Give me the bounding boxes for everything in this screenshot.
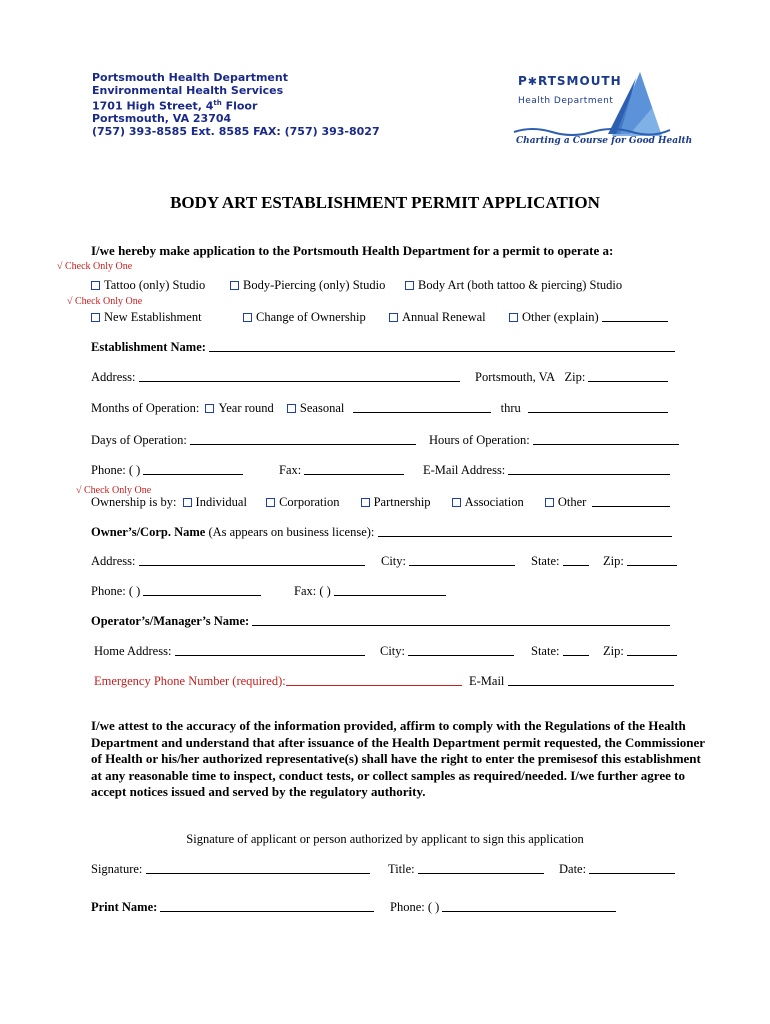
signature-date-row: Date: [559,862,675,877]
checkbox-icon[interactable] [183,498,192,507]
establishment-name-row: Establishment Name: [91,340,675,355]
other-explain-field[interactable] [602,310,668,322]
intro-text: I/we hereby make application to the Portsmouth Health Department for a permit to operate a: [91,243,614,258]
emergency-phone-row: Emergency Phone Number (required): [94,674,462,689]
check-only-one-note: √ Check Only One [57,261,133,272]
print-name-field[interactable] [160,900,374,912]
compass-icon: ✱ [527,75,539,88]
checkbox-icon[interactable] [266,498,275,507]
signature-title-field[interactable] [418,862,544,874]
operator-name-field[interactable] [252,614,670,626]
season-end-field[interactable] [528,401,668,413]
owner-address-field[interactable] [139,554,365,566]
establishment-name-field[interactable] [209,340,675,352]
division-name: Environmental Health Services [92,83,284,97]
signature-row: Signature: [91,862,370,877]
phone-fax: (757) 393-8585 Ext. 8585 FAX: (757) 393-8027 [92,124,380,138]
owner-address-row: Address: [91,554,365,569]
portsmouth-logo [512,68,693,152]
checkbox-icon[interactable] [91,313,100,322]
establishment-zip-field[interactable] [588,370,668,382]
check-only-one-note: √ Check Only One [76,485,152,496]
year-round-label: Year round [218,401,274,415]
home-zip-field[interactable] [627,644,677,656]
signer-phone-field[interactable] [442,900,616,912]
owner-phone-field[interactable] [143,584,261,596]
checkbox-icon[interactable] [205,404,214,413]
ownership-partnership: Partnership [373,495,431,509]
checkbox-icon[interactable] [361,498,370,507]
days-of-operation-field[interactable] [190,433,416,445]
months-of-operation-row: Months of Operation: Year round Seasonal thru [91,401,668,416]
days-of-operation-row: Days of Operation: [91,433,416,448]
hours-of-operation-row: Hours of Operation: [429,433,679,448]
owner-city-field[interactable] [409,554,515,566]
establishment-fax-row: Fax: [279,463,404,478]
home-zip-row: Zip: [603,644,677,659]
operator-email-field[interactable] [508,674,674,686]
checkbox-icon[interactable] [91,281,100,290]
checkbox-icon[interactable] [509,313,518,322]
owner-fax-field[interactable] [334,584,446,596]
operator-name-row: Operator’s/Manager’s Name: [91,614,670,629]
ownership-association: Association [464,495,524,509]
home-city-field[interactable] [408,644,514,656]
type-option-renewal[interactable]: Annual Renewal [389,310,486,325]
seasonal-label: Seasonal [299,401,345,415]
type-option-new[interactable]: New Establishment [91,310,202,325]
check-only-one-note: √ Check Only One [67,296,143,307]
establishment-city-zip: Portsmouth, VA Zip: [475,370,668,385]
home-state-row: State: [531,644,589,659]
checkbox-icon[interactable] [389,313,398,322]
studio-option-body-art[interactable]: Body Art (both tattoo & piercing) Studio [405,278,622,293]
type-option-change-ownership[interactable]: Change of Ownership [243,310,366,325]
establishment-phone-row: Phone: ( ) [91,463,243,478]
owner-zip-row: Zip: [603,554,677,569]
studio-option-tattoo[interactable]: Tattoo (only) Studio [91,278,205,293]
owner-state-row: State: [531,554,589,569]
street-address: 1701 High Street, 4th Floor [92,99,258,113]
signature-title-row: Title: [388,862,544,877]
owner-state-field[interactable] [563,554,589,566]
home-state-field[interactable] [563,644,589,656]
print-name-row: Print Name: [91,900,374,915]
establishment-address-row: Address: [91,370,460,385]
signature-date-field[interactable] [589,862,675,874]
home-city-row: City: [380,644,514,659]
checkbox-icon[interactable] [287,404,296,413]
operator-email-row: E-Mail [469,674,674,689]
checkbox-icon[interactable] [545,498,554,507]
logo-subtitle: Health Department [518,96,614,106]
city-state-zip: Portsmouth, VA 23704 [92,112,232,126]
home-address-row: Home Address: [94,644,365,659]
owner-name-row: Owner’s/Corp. Name (As appears on business license): [91,525,672,540]
checkbox-icon[interactable] [243,313,252,322]
signature-field[interactable] [146,862,370,874]
checkbox-icon[interactable] [230,281,239,290]
ownership-individual: Individual [195,495,247,509]
page-title: BODY ART ESTABLISHMENT PERMIT APPLICATION [170,193,600,212]
emergency-phone-field[interactable] [286,674,462,686]
logo-name: P✱RTSMOUTH [518,74,622,88]
owner-city-row: City: [381,554,515,569]
checkbox-icon[interactable] [452,498,461,507]
ownership-row: Ownership is by: Individual Corporation Partnership Association Other [91,495,670,510]
owner-zip-field[interactable] [627,554,677,566]
season-start-field[interactable] [353,401,491,413]
establishment-fax-field[interactable] [304,463,404,475]
establishment-email-field[interactable] [508,463,670,475]
studio-option-piercing[interactable]: Body-Piercing (only) Studio [230,278,385,293]
establishment-email-row: E-Mail Address: [423,463,670,478]
signature-caption: Signature of applicant or person authorized by applicant to sign this application [186,832,584,846]
hours-of-operation-field[interactable] [533,433,679,445]
type-option-other[interactable]: Other (explain) [509,310,668,325]
ownership-corporation: Corporation [279,495,340,509]
department-name: Portsmouth Health Department [92,71,288,84]
ownership-other-field[interactable] [592,495,670,507]
signer-phone-row: Phone: ( ) [390,900,616,915]
owner-name-field[interactable] [378,525,672,537]
ownership-other: Other [557,495,587,509]
checkbox-icon[interactable] [405,281,414,290]
establishment-address-field[interactable] [139,370,460,382]
establishment-phone-field[interactable] [143,463,243,475]
logo-tagline: Charting a Course for Good Health [516,136,693,146]
owner-phone-row: Phone: ( ) [91,584,261,599]
attestation-text: I/we attest to the accuracy of the information provided, affirm to comply with the Regulations of the Health Department and understand that after issuance of the Health Department permit requested, the Commissioner of Health or his/her authorized representative(s) shall have the right to enter the premisesof this establishment at any reasonable time to inspect, conduct tests, or collect samples as required/needed. I/we further agree to accept notices issued and served by the regulatory authority. [91,718,705,799]
department-header [92,72,380,138]
home-address-field[interactable] [175,644,365,656]
owner-fax-row: Fax: ( ) [294,584,446,599]
